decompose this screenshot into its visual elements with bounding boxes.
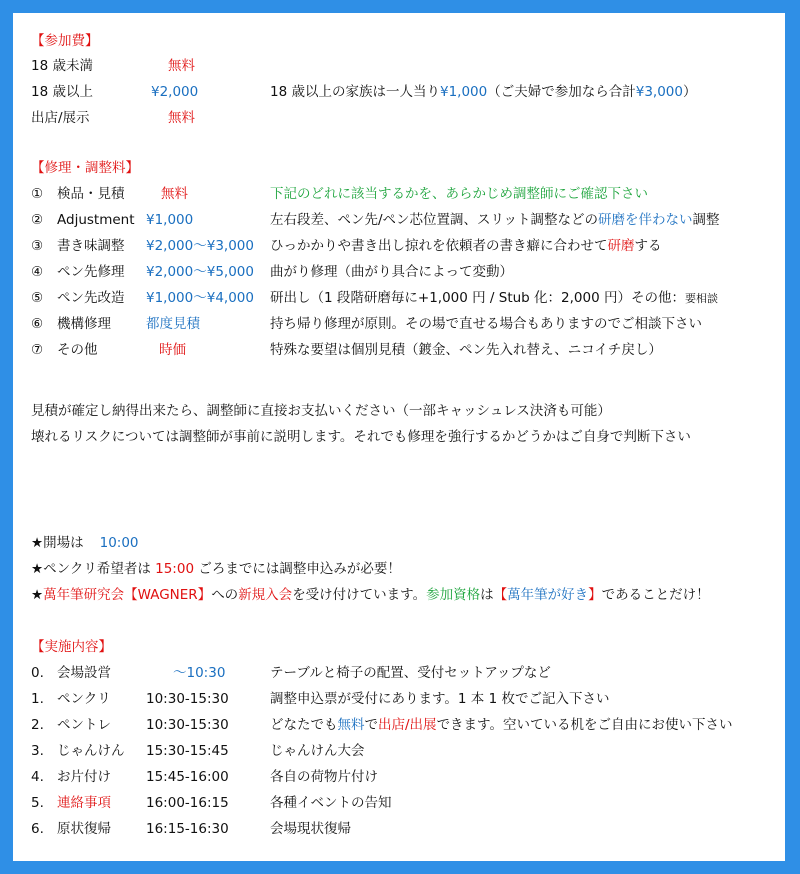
schedule-num: 1. <box>31 691 44 707</box>
repair-num: ④ <box>31 264 44 280</box>
fee-row-price: ¥2,000 <box>151 84 199 100</box>
schedule-desc: 会場現状復帰 <box>270 821 351 837</box>
fee-row-note: 18 歳以上の家族は一人当り¥1,000（ご夫婦で参加なら合計¥3,000） <box>270 84 697 100</box>
schedule-desc: どなたでも無料で出店/出展できます。空いている机をご自由にお使い下さい <box>270 717 733 733</box>
repair-price: ¥2,000～¥5,000 <box>146 264 254 280</box>
repair-desc: 左右段差、ペン先/ペン芯位置調、スリット調整などの研磨を伴わない調整 <box>270 212 720 228</box>
schedule-time: 16:00-16:15 <box>146 795 229 811</box>
schedule-label: お片付け <box>57 769 111 785</box>
repair-num: ① <box>31 186 44 202</box>
fee-row-price: 無料 <box>168 58 195 74</box>
schedule-time: 15:30-15:45 <box>146 743 229 759</box>
note-text: 壊れるリスクについては調整師が事前に説明します。それでも修理を強行するかどうかはご自身で判断下さい <box>31 429 691 445</box>
fee-row-label: 18 歳以上 <box>31 84 93 100</box>
repair-num: ⑥ <box>31 316 44 332</box>
schedule-num: 2. <box>31 717 44 733</box>
repair-title: 【修理・調整料】 <box>31 160 139 176</box>
schedule-time: 10:30-15:30 <box>146 691 229 707</box>
repair-label: 検品・見積 <box>57 186 125 202</box>
schedule-label: 会場設営 <box>57 665 111 681</box>
repair-desc: ひっかかりや書き出し掠れを依頼者の書き癖に合わせて研磨する <box>270 238 662 254</box>
repair-num: ② <box>31 212 44 228</box>
repair-price: 都度見積 <box>146 316 200 332</box>
schedule-time: 16:15-16:30 <box>146 821 229 837</box>
repair-price: ¥1,000～¥4,000 <box>146 290 254 306</box>
repair-label: その他 <box>57 342 98 358</box>
info-panel <box>13 13 785 861</box>
repair-num: ⑤ <box>31 290 44 306</box>
repair-label: Adjustment <box>57 212 135 228</box>
repair-desc: 持ち帰り修理が原則。その場で直せる場合もありますのでご相談下さい <box>270 316 702 332</box>
fee-row-label: 出店/展示 <box>31 110 90 126</box>
schedule-num: 0. <box>31 665 44 681</box>
schedule-desc: じゃんけん大会 <box>270 743 365 759</box>
schedule-title: 【実施内容】 <box>31 639 112 655</box>
repair-desc: 下記のどれに該当するかを、あらかじめ調整師にご確認下さい <box>270 186 648 202</box>
fee-row-price: 無料 <box>168 110 195 126</box>
repair-desc: 研出し（1 段階研磨毎に+1,000 円 / Stub 化：2,000 円）その他：要相談 <box>270 290 718 306</box>
repair-label: ペン先改造 <box>57 290 125 306</box>
repair-price: 時価 <box>159 342 186 358</box>
schedule-desc: 調整申込票が受付にあります。1 本 1 枚でご記入下さい <box>270 691 610 707</box>
repair-label: 機構修理 <box>57 316 111 332</box>
schedule-time: 10:30-15:30 <box>146 717 229 733</box>
schedule-desc: 各種イベントの告知 <box>270 795 392 811</box>
schedule-desc: 各自の荷物片付け <box>270 769 378 785</box>
repair-label: 書き味調整 <box>57 238 125 254</box>
schedule-label: ペントレ <box>57 717 111 733</box>
club-recruit-line: ★萬年筆研究会【WAGNER】への新規入会を受け付けています。参加資格は【萬年筆が好き】であることだけ！ <box>31 587 710 603</box>
schedule-num: 3. <box>31 743 44 759</box>
schedule-label: じゃんけん <box>57 743 125 759</box>
schedule-num: 5. <box>31 795 44 811</box>
repair-desc: 特殊な要望は個別見積（鍍金、ペン先入れ替え、ニコイチ戻し） <box>270 342 662 358</box>
schedule-label: 連絡事項 <box>57 795 111 811</box>
schedule-time: 15:45-16:00 <box>146 769 229 785</box>
schedule-desc: テーブルと椅子の配置、受付セットアップなど <box>270 665 551 681</box>
note-text: 見積が確定し納得出来たら、調整師に直接お支払いください（一部キャッシュレス決済も可能） <box>31 403 611 419</box>
repair-num: ③ <box>31 238 44 254</box>
pencli-deadline-line: ★ペンクリ希望者は 15:00 ごろまでには調整申込みが必要！ <box>31 561 401 577</box>
fee-row-label: 18 歳未満 <box>31 58 93 74</box>
repair-price: 無料 <box>161 186 188 202</box>
schedule-num: 6. <box>31 821 44 837</box>
open-time-line: ★開場は 10:00 <box>31 535 139 551</box>
schedule-label: ペンクリ <box>57 691 111 707</box>
schedule-num: 4. <box>31 769 44 785</box>
repair-price: ¥1,000 <box>146 212 194 228</box>
repair-desc: 曲がり修理（曲がり具合によって変動） <box>270 264 513 280</box>
repair-price: ¥2,000～¥3,000 <box>146 238 254 254</box>
fee-title: 【参加費】 <box>31 33 99 49</box>
schedule-time: ～10:30 <box>173 665 226 681</box>
schedule-label: 原状復帰 <box>57 821 111 837</box>
repair-num: ⑦ <box>31 342 44 358</box>
repair-label: ペン先修理 <box>57 264 125 280</box>
